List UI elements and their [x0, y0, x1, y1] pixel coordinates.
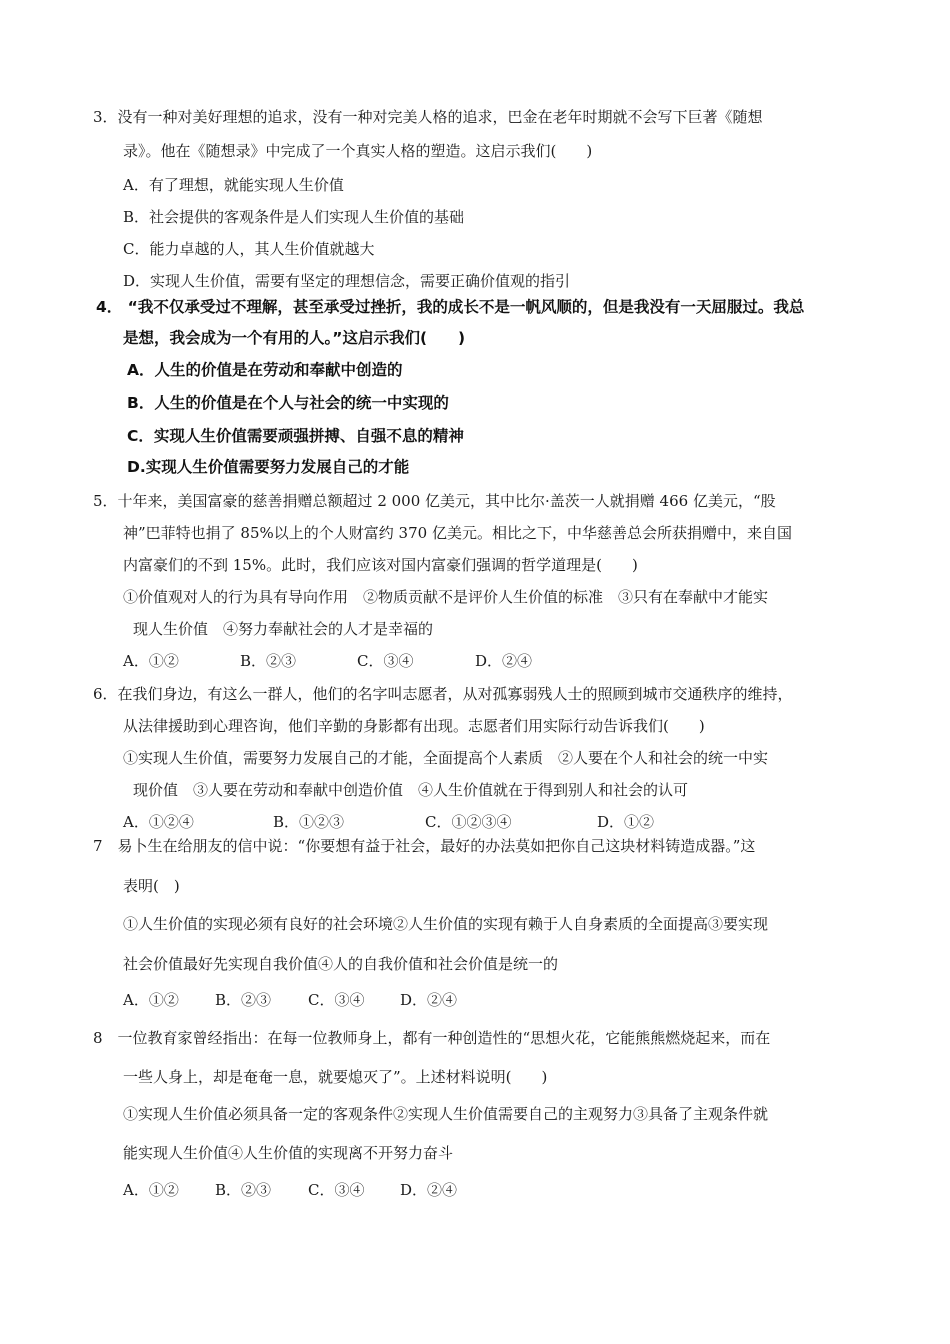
- q7-stem-line-2: 表明( ): [123, 877, 180, 895]
- q4-option-c: C．实现人生价值需要顽强拼搏、自强不息的精神: [127, 427, 464, 445]
- q8-stem-line-1: 8 一位教育家曾经指出：在每一位教师身上，都有一种创造性的“思想火花，它能熊熊燃烧起来，而在: [93, 1029, 771, 1047]
- q6-statement-line-1: ①实现人生价值，需要努力发展自己的才能，全面提高个人素质 ②人要在个人和社会的统一中实: [123, 749, 769, 767]
- q4-option-d: D.实现人生价值需要努力发展自己的才能: [127, 458, 410, 476]
- q5-statement-line-2: 现人生价值 ④努力奉献社会的人才是幸福的: [133, 620, 434, 638]
- q3-option-d: D．实现人生价值，需要有坚定的理想信念，需要正确价值观的指引: [123, 272, 571, 290]
- q6-choice-d: D．①②: [597, 813, 655, 831]
- q3-option-c: C．能力卓越的人，其人生价值就越大: [123, 240, 375, 258]
- q5-choice-a: A．①②: [123, 652, 179, 670]
- q4-stem-line-1: 4． “我不仅承受过不理解，甚至承受过挫折，我的成长不是一帆风顺的，但是我没有一天屈服过。我总: [96, 298, 805, 316]
- q5-choice-c: C．③④: [357, 652, 414, 670]
- q5-stem-line-1: 5．十年来，美国富豪的慈善捐赠总额超过 2 000 亿美元，其中比尔·盖茨一人就捐赠 466 亿美元，“股: [93, 492, 776, 510]
- q7-choice-a: A．①②: [123, 991, 179, 1009]
- q4-option-a: A．人生的价值是在劳动和奉献中创造的: [127, 361, 403, 379]
- q7-stem-line-1: 7 易卜生在给朋友的信中说：“你要想有益于社会，最好的办法莫如把你自己这块材料铸造成器。”这: [93, 837, 756, 855]
- q6-stem-line-2: 从法律援助到心理咨询，他们辛勤的身影都有出现。志愿者们用实际行动告诉我们( ): [123, 717, 705, 735]
- q7-choice-c: C．③④: [308, 991, 365, 1009]
- q5-choice-d: D．②④: [475, 652, 533, 670]
- q4-stem-line-2: 是想，我会成为一个有用的人。”这启示我们( ): [123, 329, 466, 347]
- q8-statement-line-2: 能实现人生价值④人生价值的实现离不开努力奋斗: [123, 1144, 454, 1162]
- q6-statement-line-2: 现价值 ③人要在劳动和奉献中创造价值 ④人生价值就在于得到别人和社会的认可: [133, 781, 689, 799]
- q8-stem-line-2: 一些人身上，却是奄奄一息，就要熄灭了”。上述材料说明( ): [123, 1068, 548, 1086]
- q3-stem-line-2: 录》。他在《随想录》中完成了一个真实人格的塑造。这启示我们( ): [123, 142, 593, 160]
- q3-option-b: B．社会提供的客观条件是人们实现人生价值的基础: [123, 208, 465, 226]
- q5-stem-line-2: 神”巴菲特也捐了 85%以上的个人财富约 370 亿美元。相比之下，中华慈善总会所获捐赠中，来自国: [123, 524, 792, 542]
- q7-choice-d: D．②④: [400, 991, 458, 1009]
- q8-choice-c: C．③④: [308, 1181, 365, 1199]
- q7-statement-line-1: ①人生价值的实现必须有良好的社会环境②人生价值的实现有赖于人自身素质的全面提高③要实现: [123, 915, 769, 933]
- q6-choice-a: A．①②④: [123, 813, 194, 831]
- q8-choice-d: D．②④: [400, 1181, 458, 1199]
- q8-choice-a: A．①②: [123, 1181, 179, 1199]
- q7-choice-b: B．②③: [215, 991, 272, 1009]
- q8-choice-b: B．②③: [215, 1181, 272, 1199]
- q8-statement-line-1: ①实现人生价值必须具备一定的客观条件②实现人生价值需要自己的主观努力③具备了主观条件就: [123, 1105, 769, 1123]
- q6-stem-line-1: 6．在我们身边，有这么一群人，他们的名字叫志愿者，从对孤寡弱残人士的照顾到城市交通秩序的维持，: [93, 685, 793, 703]
- q5-choice-b: B．②③: [240, 652, 297, 670]
- q7-statement-line-2: 社会价值最好先实现自我价值④人的自我价值和社会价值是统一的: [123, 955, 559, 973]
- q5-stem-line-3: 内富豪们的不到 15%。此时，我们应该对国内富豪们强调的哲学道理是( ): [123, 556, 638, 574]
- q5-statement-line-1: ①价值观对人的行为具有导向作用 ②物质贡献不是评价人生价值的标准 ③只有在奉献中才能实: [123, 588, 769, 606]
- q4-option-b: B．人生的价值是在个人与社会的统一中实现的: [127, 394, 449, 412]
- q6-choice-b: B．①②③: [273, 813, 345, 831]
- q6-choice-c: C．①②③④: [425, 813, 512, 831]
- q3-option-a: A．有了理想，就能实现人生价值: [123, 176, 344, 194]
- q3-stem-line-1: 3．没有一种对美好理想的追求，没有一种对完美人格的追求，巴金在老年时期就不会写下巨著《随想: [93, 108, 763, 126]
